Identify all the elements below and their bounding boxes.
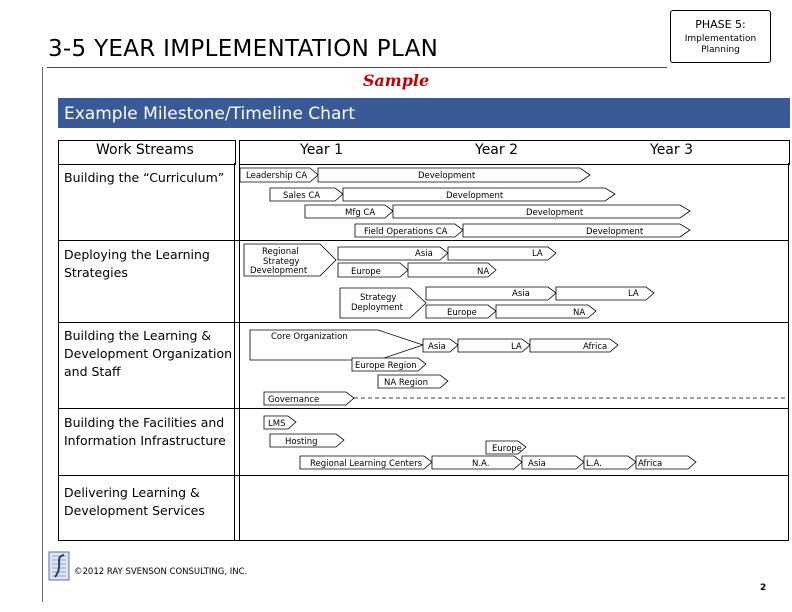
year1-header: Year 1 <box>300 142 343 158</box>
label-la-4: L.A. <box>586 459 602 469</box>
arrow-la-2 <box>556 287 654 300</box>
label-asia-4: Asia <box>528 459 546 469</box>
label-hosting: Hosting <box>285 437 318 447</box>
label-asia-1: Asia <box>415 249 433 259</box>
label-la-3: LA <box>511 342 522 352</box>
page-title: 3-5 YEAR IMPLEMENTATION PLAN <box>48 36 439 62</box>
label-regional-learning-centers: Regional Learning Centers <box>310 459 423 469</box>
label-africa-3: Africa <box>583 342 608 352</box>
label-la-2: LA <box>628 289 639 299</box>
label-europe-1: Europe <box>351 267 381 277</box>
work-stream-line: Information Infrastructure <box>64 433 226 448</box>
label-na-4: N.A. <box>472 459 490 469</box>
company-logo-icon <box>48 551 70 581</box>
work-stream-line: Strategies <box>64 265 128 280</box>
page-number: 2 <box>760 583 767 593</box>
label-field-operations-ca: Field Operations CA <box>364 227 448 237</box>
copyright: ©2012 RAY SVENSON CONSULTING, INC. <box>74 567 248 577</box>
label-africa-4: Africa <box>638 459 663 469</box>
label-asia-2: Asia <box>512 289 530 299</box>
label-deployment: Deployment <box>351 303 403 313</box>
year2-header: Year 2 <box>475 142 518 158</box>
label-regional-line3: Development <box>250 266 308 276</box>
work-streams-header: Work Streams <box>96 142 194 158</box>
label-na-region: NA Region <box>384 378 428 388</box>
year3-header: Year 3 <box>650 142 693 158</box>
label-leadership-ca: Leadership CA <box>246 171 308 181</box>
label-development-4: Development <box>586 227 644 237</box>
work-stream-line: and Staff <box>64 364 121 379</box>
sample-label: Sample <box>362 71 430 90</box>
work-stream-line: Deploying the Learning <box>64 247 210 262</box>
label-europe-region: Europe Region <box>355 361 417 371</box>
label-development-1: Development <box>418 171 476 181</box>
work-stream-line: Building the Learning & <box>64 328 212 343</box>
label-la-1: LA <box>532 249 543 259</box>
arrow-asia-2 <box>426 287 556 300</box>
phase-subtitle-line2: Planning <box>701 45 740 55</box>
work-stream-line: Building the “Curriculum” <box>64 170 225 185</box>
label-development-2: Development <box>446 191 504 201</box>
label-lms: LMS <box>268 419 286 429</box>
label-sales-ca: Sales CA <box>283 191 321 201</box>
work-stream-line: Delivering Learning & <box>64 485 200 500</box>
label-regional-line2: Strategy <box>263 257 300 267</box>
label-development-3: Development <box>526 208 584 218</box>
label-asia-3: Asia <box>428 342 446 352</box>
label-europe-2: Europe <box>447 308 477 318</box>
work-stream-line: Building the Facilities and <box>64 415 225 430</box>
arrow-dev-field <box>463 224 690 237</box>
label-core-organization: Core Organization <box>271 332 348 342</box>
chart-banner-title: Example Milestone/Timeline Chart <box>64 104 356 124</box>
work-stream-line: Development Services <box>64 503 205 518</box>
label-strategy: Strategy <box>360 293 397 303</box>
label-europe-4: Europe <box>492 444 522 454</box>
label-na-1: NA <box>477 267 490 277</box>
label-mfg-ca: Mfg CA <box>345 208 376 218</box>
label-na-2: NA <box>573 308 586 318</box>
phase-subtitle-line1: Implementation <box>684 34 757 44</box>
work-stream-line: Development Organization <box>64 346 233 361</box>
phase-title: PHASE 5: <box>695 18 746 31</box>
label-governance: Governance <box>268 395 320 405</box>
label-regional-line1: Regional <box>262 247 299 257</box>
